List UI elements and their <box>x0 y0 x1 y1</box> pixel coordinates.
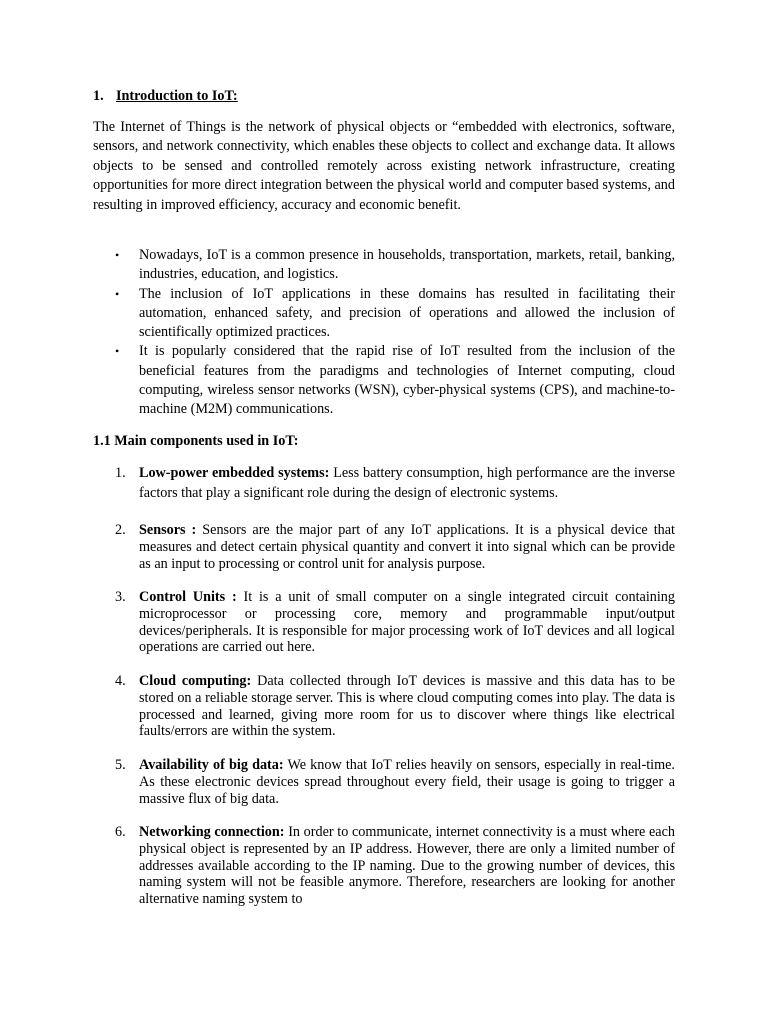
item-text: It is a unit of small computer on a single integrated circuit containing microprocessor or processing core, memory and programmable input/output devices/peripherals. It is responsible for major processing work of IoT devices and all logical operations are carried out here. <box>139 589 675 656</box>
intro-paragraph: The Internet of Things is the network of physical objects or “embedded with electronics, software, sensors, and network connectivity, which enables these objects to collect and exchange data. It allows objects to be sensed and controlled remotely across existing network infrastructure, creating opportunities for more direct integration between the physical world and computer based systems, and resulting in improved efficiency, accuracy and economic benefit. <box>93 119 675 213</box>
item-number: 3. <box>115 589 126 605</box>
component-item <box>93 522 675 572</box>
section-heading <box>93 88 238 105</box>
bullet-item <box>93 246 675 285</box>
component-item <box>93 673 675 740</box>
bullet-item <box>93 342 675 419</box>
bullet-icon: • <box>115 248 120 262</box>
bullet-text: Nowadays, IoT is a common presence in households, transportation, markets, retail, banking, industries, education, and logistics. <box>139 247 675 283</box>
item-text: Less battery consumption, high performance are the inverse factors that play a significant role during the design of electronic systems. <box>139 465 676 501</box>
item-label: Sensors : <box>139 522 197 538</box>
component-item <box>93 824 675 908</box>
section-number: 1. <box>93 88 104 104</box>
component-item <box>93 757 675 807</box>
item-body <box>139 589 675 656</box>
item-body <box>139 522 675 572</box>
item-body <box>139 673 675 740</box>
item-number: 4. <box>115 673 126 689</box>
item-body <box>139 757 675 807</box>
item-text: Sensors are the major part of any IoT applications. It is a physical device that measures and detect certain physical quantity and convert it into signal which can be provide as an input to processing or control unit for analysis purpose. <box>139 522 675 572</box>
item-body <box>139 824 675 908</box>
item-number: 1. <box>115 465 126 481</box>
item-body <box>139 463 675 503</box>
item-label: Availability of big data: <box>139 757 284 773</box>
component-item <box>93 463 675 503</box>
bullet-text: It is popularly considered that the rapid rise of IoT resulted from the inclusion of the beneficial features from the paradigms and technologies of Internet computing, cloud computing, wireless sensor networks (WSN), cyber-physical systems (CPS), and machine-to-machine (M2M) communications. <box>139 343 675 418</box>
item-number: 5. <box>115 757 126 773</box>
item-text: In order to communicate, internet connectivity is a must where each physical object is represented by an IP address. However, there are only a limited number of addresses available according to the IP naming. Due to the growing number of devices, this naming system will not be feasible anymore. Therefore, researchers are looking for another alternative naming system to <box>139 824 675 908</box>
item-label: Control Units : <box>139 589 237 605</box>
item-number: 2. <box>115 522 126 538</box>
item-text: Data collected through IoT devices is massive and this data has to be stored on a reliable storage server. This is where cloud computing comes into play. The data is processed and learned, giving more room for us to discover where things like electrical faults/errors are within the system. <box>139 673 675 740</box>
item-label: Cloud computing: <box>139 673 252 689</box>
bullet-list <box>93 246 675 420</box>
subsection-heading: 1.1 Main components used in IoT: <box>93 433 299 449</box>
item-label: Networking connection: <box>139 824 285 840</box>
item-label: Low-power embedded systems: <box>139 465 330 481</box>
bullet-item <box>93 285 675 343</box>
section-title: Introduction to IoT: <box>116 88 238 104</box>
bullet-text: The inclusion of IoT applications in these domains has resulted in facilitating their automation, enhanced safety, and precision of operations and allowed the inclusion of scientifically optimized practices. <box>139 285 675 341</box>
item-text: We know that IoT relies heavily on sensors, especially in real-time. As these electronic devices spread throughout every field, their usage is going to trigger a massive flux of big data. <box>139 757 675 807</box>
bullet-icon: • <box>115 286 120 301</box>
component-item <box>93 589 675 656</box>
bullet-icon: • <box>115 344 120 359</box>
item-number: 6. <box>115 824 126 840</box>
